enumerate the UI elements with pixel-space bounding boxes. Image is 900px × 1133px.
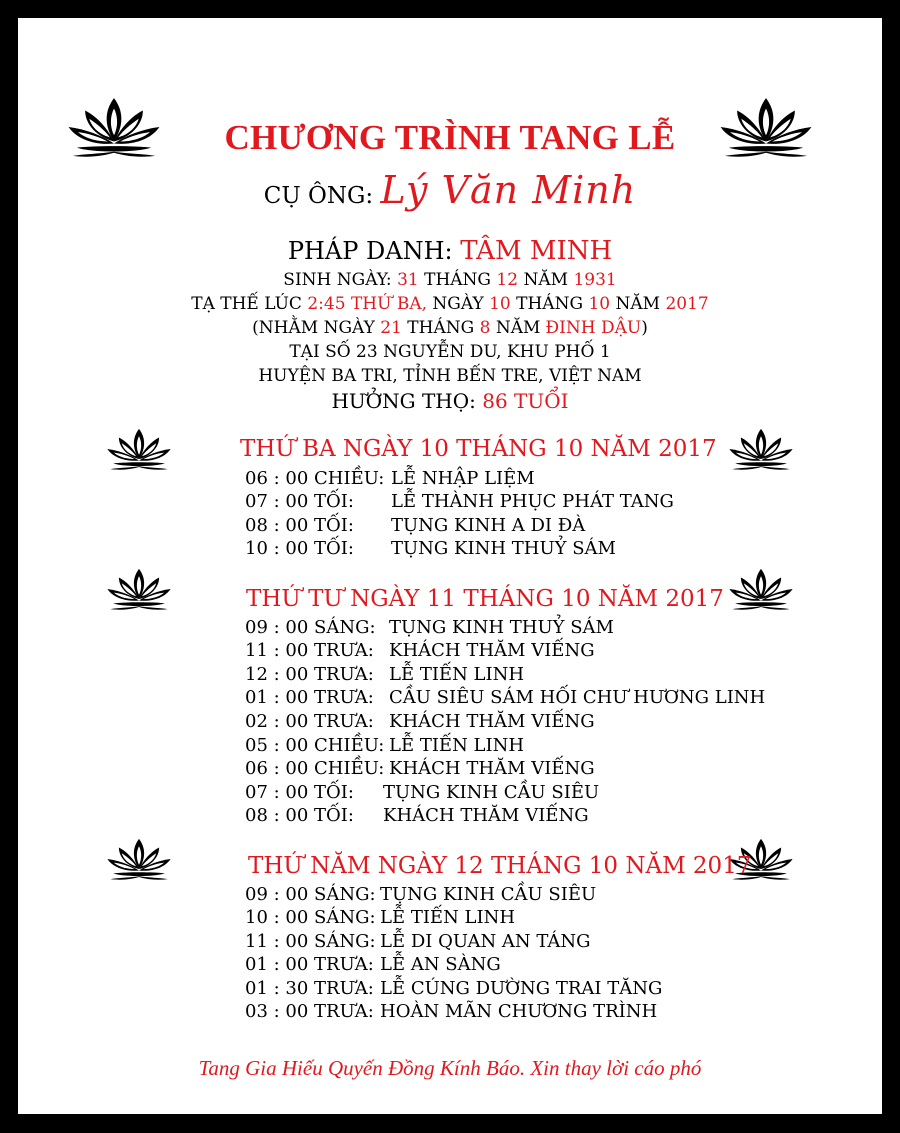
lotus-icon — [102, 836, 176, 882]
day-heading: THỨ TƯ NGÀY 11 THÁNG 10 NĂM 2017 — [246, 586, 724, 612]
address-line-1: TẠI SỐ 23 NGUYỄN DU, KHU PHỐ 1 — [289, 342, 611, 362]
schedule-event: LỄ CÚNG DƯỜNG TRAI TĂNG — [380, 978, 663, 999]
schedule-time: 06 : 00 CHIỀU: — [245, 468, 385, 489]
funeral-program-page — [18, 18, 882, 1114]
birth-line — [18, 270, 882, 290]
schedule-event: LỄ THÀNH PHỤC PHÁT TANG — [391, 491, 674, 512]
birth-label: SINH NGÀY: — [283, 270, 392, 290]
death-label: TẠ THẾ LÚC — [191, 294, 302, 314]
schedule-event: CẦU SIÊU SÁM HỐI CHƯ HƯƠNG LINH — [389, 687, 766, 708]
schedule-item — [245, 491, 674, 512]
schedule-item — [245, 931, 591, 952]
schedule-time: 10 : 00 SÁNG: — [245, 907, 376, 928]
schedule-item — [245, 687, 765, 708]
page-title: CHƯƠNG TRÌNH TANG LỄ — [224, 118, 676, 157]
schedule-item — [245, 884, 596, 905]
day-heading: THỨ BA NGÀY 10 THÁNG 10 NĂM 2017 — [240, 436, 717, 462]
schedule-item — [245, 617, 614, 638]
schedule-event: LỄ NHẬP LIỆM — [391, 468, 535, 489]
schedule-time: 08 : 00 TỐI: — [245, 805, 354, 826]
lotus-icon — [724, 566, 798, 612]
schedule-event: LỄ TIẾN LINH — [380, 907, 516, 928]
schedule-item — [245, 640, 595, 661]
lotus-icon — [102, 426, 176, 472]
lunar-month: 8 — [479, 318, 491, 338]
schedule-item — [245, 954, 501, 975]
schedule-item — [245, 664, 524, 685]
lunar-month-label: THÁNG — [407, 318, 475, 338]
schedule-item — [245, 468, 535, 489]
schedule-event: KHÁCH THĂM VIẾNG — [383, 805, 589, 826]
lotus-icon — [102, 566, 176, 612]
schedule-event: HOÀN MÃN CHƯƠNG TRÌNH — [380, 1001, 658, 1022]
schedule-item — [245, 711, 595, 732]
schedule-item — [245, 735, 524, 756]
lunar-close: ) — [641, 318, 648, 338]
age-value: 86 TUỔI — [482, 389, 569, 413]
death-day: 10 — [489, 294, 511, 314]
schedule-time: 09 : 00 SÁNG: — [245, 884, 376, 905]
schedule-event: TỤNG KINH CẦU SIÊU — [383, 782, 600, 803]
day-heading: THỨ NĂM NGÀY 12 THÁNG 10 NĂM 2017 — [248, 853, 752, 879]
deceased-name: Lý Văn Minh — [380, 168, 637, 212]
age-label: HƯỞNG THỌ: — [331, 389, 476, 413]
death-time-weekday: 2:45 THỨ BA, — [307, 294, 428, 314]
deceased-prefix: CỤ ÔNG: — [263, 183, 374, 209]
schedule-time: 01 : 30 TRƯA: — [245, 978, 374, 999]
schedule-item — [245, 782, 599, 803]
birth-year-label: NĂM — [523, 270, 569, 290]
schedule-time: 05 : 00 CHIỀU: — [245, 735, 385, 756]
schedule-time: 11 : 00 TRƯA: — [245, 640, 374, 661]
schedule-item — [245, 1001, 657, 1022]
schedule-event: KHÁCH THĂM VIẾNG — [389, 758, 595, 779]
schedule-event: KHÁCH THĂM VIẾNG — [389, 711, 595, 732]
schedule-time: 11 : 00 SÁNG: — [245, 931, 376, 952]
birth-year: 1931 — [573, 270, 617, 290]
schedule-item — [245, 978, 662, 999]
schedule-time: 09 : 00 SÁNG: — [245, 617, 376, 638]
age-line — [18, 389, 882, 413]
birth-month: 12 — [496, 270, 519, 290]
lunar-year: ĐINH DẬU — [545, 318, 642, 338]
death-day-label: NGÀY — [432, 294, 484, 314]
address-line-2: HUYỆN BA TRI, TỈNH BẾN TRE, VIỆT NAM — [258, 366, 642, 386]
schedule-time: 07 : 00 TỐI: — [245, 491, 354, 512]
schedule-event: TỤNG KINH CẦU SIÊU — [380, 884, 597, 905]
birth-day: 31 — [397, 270, 419, 290]
schedule-event: LỄ TIẾN LINH — [389, 664, 525, 685]
dharma-value: TÂM MINH — [460, 236, 613, 266]
schedule-event: TỤNG KINH A DI ĐÀ — [391, 515, 586, 536]
schedule-time: 08 : 00 TỐI: — [245, 515, 354, 536]
birth-month-label: THÁNG — [424, 270, 492, 290]
lunar-open: (NHẰM NGÀY — [252, 318, 375, 338]
schedule-time: 02 : 00 TRƯA: — [245, 711, 374, 732]
schedule-time: 07 : 00 TỐI: — [245, 782, 354, 803]
dharma-label: PHÁP DANH: — [287, 237, 453, 265]
schedule-event: KHÁCH THĂM VIẾNG — [389, 640, 595, 661]
death-year-label: NĂM — [615, 294, 661, 314]
lunar-day: 21 — [380, 318, 402, 338]
lunar-year-label: NĂM — [495, 318, 541, 338]
death-year: 2017 — [665, 294, 709, 314]
schedule-time: 10 : 00 TỐI: — [245, 538, 354, 559]
schedule-time: 03 : 00 TRƯA: — [245, 1001, 374, 1022]
schedule-time: 01 : 00 TRƯA: — [245, 954, 374, 975]
schedule-item — [245, 515, 585, 536]
schedule-item — [245, 538, 616, 559]
death-month-label: THÁNG — [516, 294, 584, 314]
schedule-event: LỄ AN SÀNG — [380, 954, 501, 975]
death-month: 10 — [588, 294, 611, 314]
schedule-event: TỤNG KINH THUỶ SÁM — [389, 617, 614, 638]
death-line — [18, 294, 882, 314]
schedule-time: 06 : 00 CHIỀU: — [245, 758, 385, 779]
schedule-item — [245, 805, 589, 826]
schedule-item — [245, 758, 595, 779]
schedule-event: LỄ TIẾN LINH — [389, 735, 525, 756]
deceased-line — [18, 168, 882, 212]
schedule-event: LỄ DI QUAN AN TÁNG — [380, 931, 591, 952]
schedule-event: TỤNG KINH THUỶ SÁM — [391, 538, 616, 559]
schedule-time: 12 : 00 TRƯA: — [245, 664, 374, 685]
dharma-name-line — [18, 236, 882, 266]
lunar-date-line — [18, 318, 882, 338]
schedule-item — [245, 907, 515, 928]
lotus-icon — [724, 426, 798, 472]
schedule-time: 01 : 00 TRƯA: — [245, 687, 374, 708]
closing-note: Tang Gia Hiếu Quyến Đồng Kính Báo. Xin thay lời cáo phó — [198, 1056, 702, 1080]
